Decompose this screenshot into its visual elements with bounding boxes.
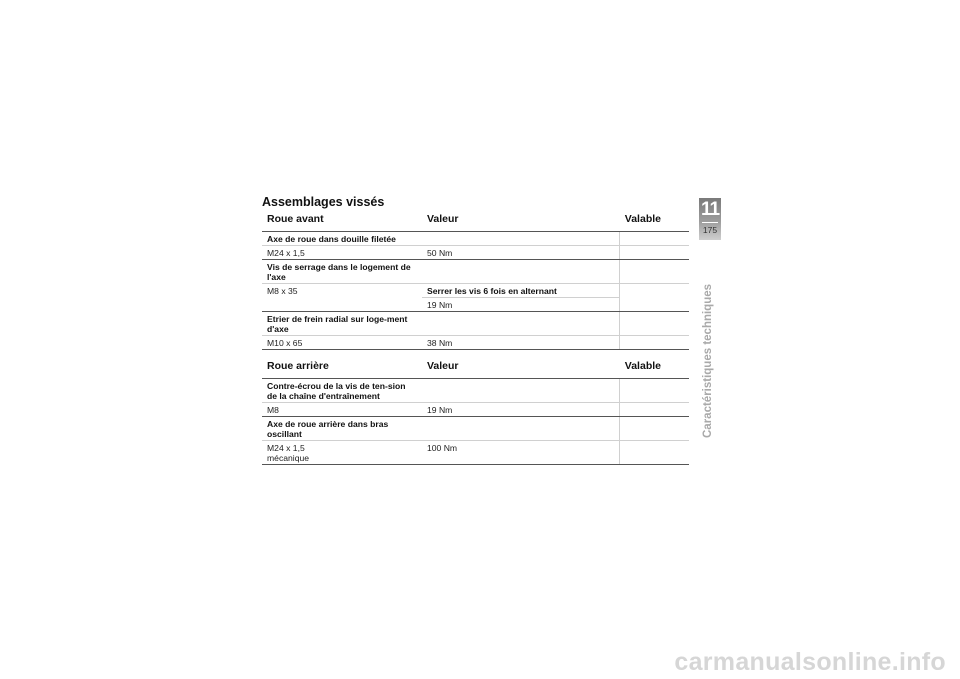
rear-wheel-header-row: [262, 350, 689, 379]
page-number: 175: [702, 225, 718, 235]
assembly-label: Vis de serrage dans le logement de l'axe: [262, 260, 422, 284]
spec-cell: M24 x 1,5: [262, 246, 422, 260]
assembly-label: Axe de roue dans douille filetée: [262, 232, 422, 246]
spec-cell: M10 x 65: [262, 336, 422, 350]
table-row: [262, 403, 689, 417]
table-row: [262, 246, 689, 260]
table-row: [262, 260, 689, 284]
table-row: [262, 312, 689, 336]
rear-wheel-header: Roue arrière: [262, 350, 422, 379]
table-row: [262, 232, 689, 246]
assembly-label: Axe de roue arrière dans bras oscillant: [262, 417, 422, 441]
value-header: Valeur: [422, 209, 619, 232]
spec-cell: M8: [262, 403, 422, 417]
assembly-label: Etrier de frein radial sur loge-ment d'axe: [262, 312, 422, 336]
table-row: [262, 298, 689, 312]
table-row: [262, 379, 689, 403]
value-cell: 19 Nm: [422, 403, 619, 417]
table-row: [262, 284, 689, 298]
front-wheel-header-row: [262, 209, 689, 232]
spec-cell: [262, 441, 422, 465]
assembly-label: Contre-écrou de la vis de ten-sion de la chaîne d'entraînement: [262, 379, 422, 403]
table-row: [262, 336, 689, 350]
value-cell: Serrer les vis 6 fois en alternant: [422, 284, 619, 298]
section-title: Assemblages vissés: [262, 195, 385, 209]
value-cell: 38 Nm: [422, 336, 619, 350]
front-wheel-header: Roue avant: [262, 209, 422, 232]
valid-header: Valable: [619, 350, 689, 379]
chapter-number: 11: [700, 199, 720, 220]
screw-assemblies-table: [262, 209, 689, 465]
value-cell: 19 Nm: [422, 298, 619, 312]
spec-note: mécanique: [267, 453, 310, 463]
chapter-tab: [699, 198, 721, 240]
table-row: [262, 417, 689, 441]
spec-text: M24 x 1,5: [267, 443, 305, 453]
spec-cell: M8 x 35: [267, 286, 298, 296]
value-header: Valeur: [422, 350, 619, 379]
valid-header: Valable: [619, 209, 689, 232]
chapter-divider: [702, 222, 718, 223]
value-cell: 100 Nm: [422, 441, 619, 465]
value-cell: 50 Nm: [422, 246, 619, 260]
table-row: [262, 441, 689, 465]
chapter-side-title: Caractéristiques techniques: [702, 283, 714, 438]
watermark: carmanualsonline.info: [674, 648, 946, 676]
